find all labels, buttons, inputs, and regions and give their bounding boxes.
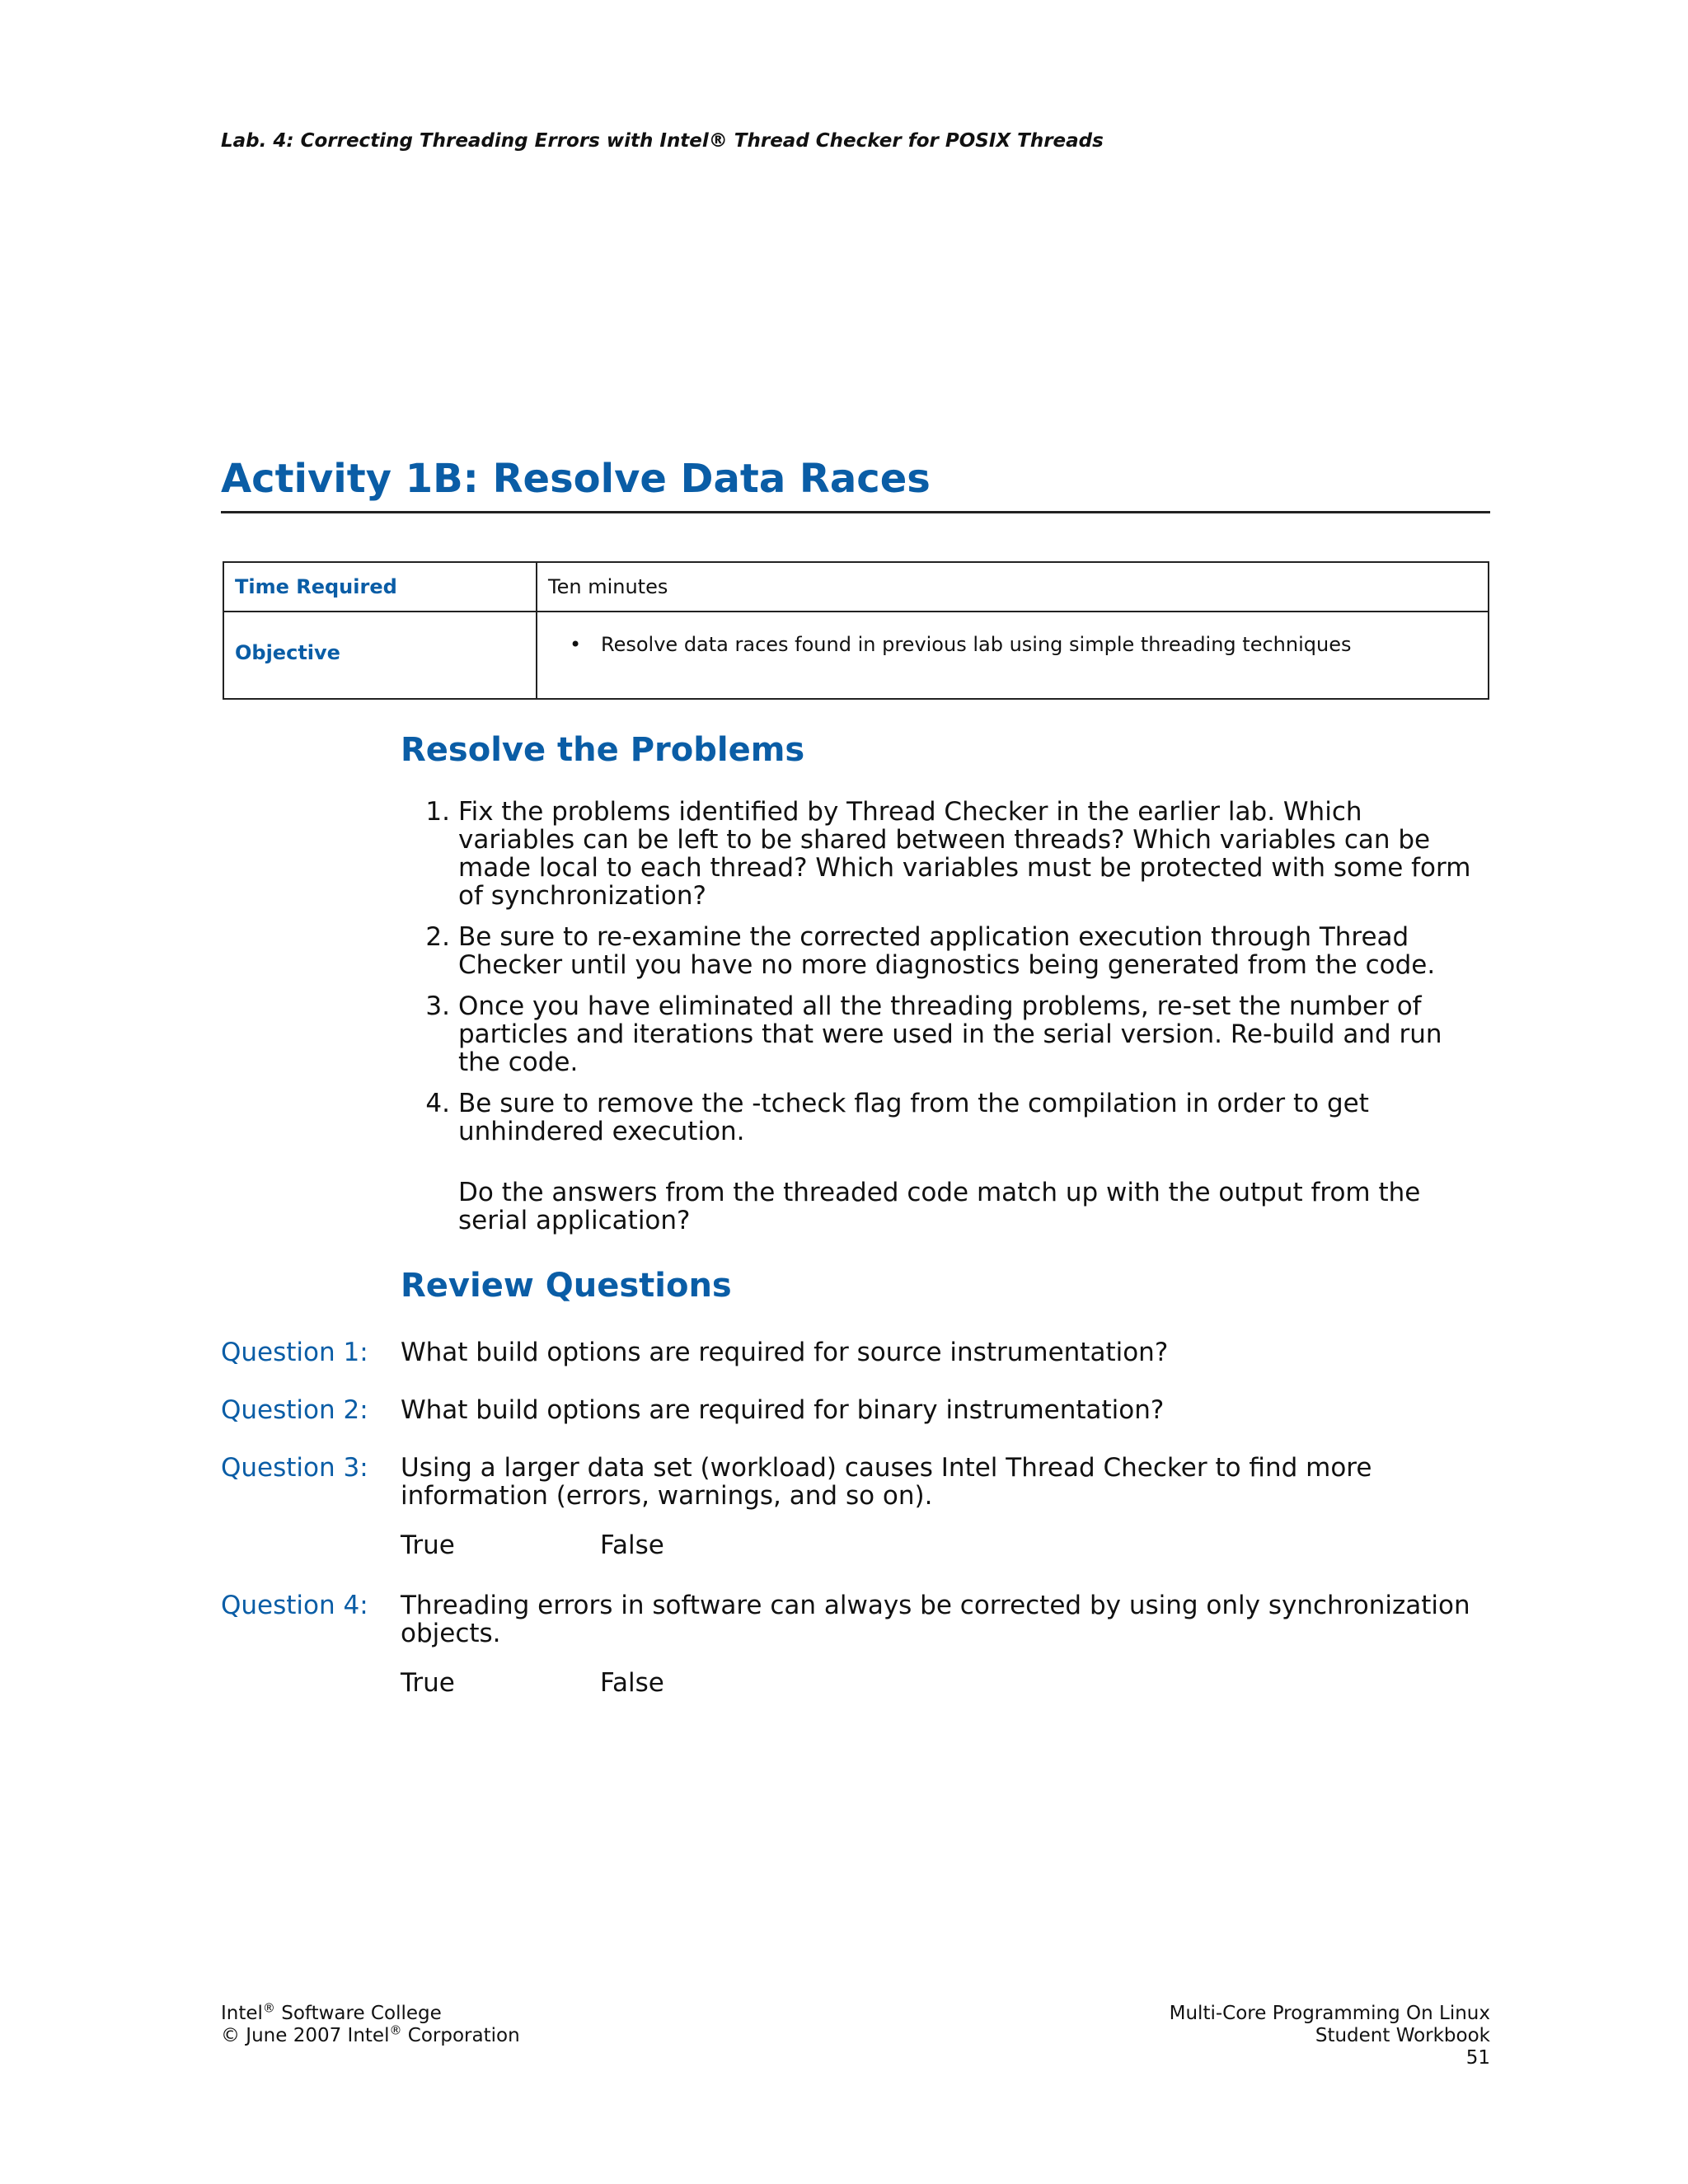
- time-required-label: Time Required: [235, 575, 397, 598]
- objective-value-cell: [537, 612, 1489, 699]
- step-note: [401, 1179, 1497, 1235]
- bullet-icon: •: [570, 633, 582, 656]
- question-2: [221, 1396, 1507, 1424]
- title-divider: [221, 511, 1490, 513]
- question-label: Question 3:: [221, 1453, 368, 1483]
- list-item: [401, 923, 1497, 979]
- objective-label-cell: [223, 612, 537, 699]
- step-note-text: Do the answers from the threaded code match up with the output from the serial application?: [458, 1178, 1421, 1235]
- step-number: 2.: [425, 922, 450, 952]
- question-3: [221, 1454, 1507, 1559]
- question-text: What build options are required for source instrumentation?: [401, 1338, 1169, 1367]
- footer-college: Intel® Software College: [221, 2000, 442, 2024]
- time-required-value: Ten minutes: [548, 575, 668, 598]
- question-label: Question 2:: [221, 1395, 368, 1425]
- objective-item-text: Resolve data races found in previous lab using simple threading techniques: [601, 633, 1352, 656]
- objective-row: [223, 612, 1489, 699]
- footer-left: [221, 2000, 520, 2047]
- time-required-label-cell: [223, 562, 537, 612]
- list-item: [401, 1090, 1497, 1146]
- question-text: Threading errors in software can always be corrected by using only synchronization objects.: [401, 1591, 1470, 1648]
- activity-info-table: [223, 561, 1489, 700]
- step-text: Be sure to re-examine the corrected application execution through Thread Checker until you have no more diagnostics being generated from the code.: [458, 922, 1436, 980]
- footer-right: [1170, 2003, 1490, 2069]
- question-text: What build options are required for binary instrumentation?: [401, 1395, 1165, 1425]
- review-heading: Review Questions: [401, 1267, 732, 1305]
- objective-label: Objective: [235, 641, 340, 664]
- step-text: Be sure to remove the -tcheck flag from the compilation in order to get unhindered execution.: [458, 1089, 1369, 1146]
- false-option: False: [600, 1668, 664, 1698]
- question-4: [221, 1591, 1507, 1697]
- step-number: 3.: [425, 991, 450, 1021]
- time-required-row: [223, 562, 1489, 612]
- page-number: 51: [1465, 2047, 1490, 2069]
- page-title: Activity 1B: Resolve Data Races: [221, 456, 931, 502]
- question-text: Using a larger data set (workload) causes Intel Thread Checker to find more information (errors, warnings, and so on).: [401, 1453, 1372, 1511]
- list-item: [401, 992, 1497, 1076]
- false-option: False: [600, 1530, 664, 1560]
- footer-workbook: Student Workbook: [1315, 2025, 1490, 2046]
- running-header: Lab. 4: Correcting Threading Errors with Intel® Thread Checker for POSIX Threads: [221, 130, 1104, 152]
- question-label: Question 4:: [221, 1591, 368, 1620]
- resolve-heading: Resolve the Problems: [401, 731, 805, 769]
- true-option: True: [401, 1668, 455, 1698]
- step-number: 1.: [425, 797, 450, 827]
- objective-item: [538, 613, 1487, 656]
- question-1: [221, 1338, 1507, 1366]
- question-label: Question 1:: [221, 1338, 368, 1367]
- list-item: [401, 798, 1497, 910]
- time-required-value-cell: [537, 562, 1489, 612]
- footer-course-title: Multi-Core Programming On Linux: [1169, 2003, 1490, 2024]
- true-option: True: [401, 1530, 455, 1560]
- true-false-options: [221, 1531, 1507, 1559]
- step-text: Fix the problems identified by Thread Checker in the earlier lab. Which variables can be left to be shared between threads? Which variables can be made local to each thread? Which variables must be protected with some form of synchronization?: [458, 797, 1471, 911]
- resolve-steps-list: [401, 798, 1497, 1235]
- step-number: 4.: [425, 1089, 450, 1118]
- step-text: Once you have eliminated all the threading problems, re-set the number of particles and iterations that were used in the serial version. Re-build and run the code.: [458, 991, 1442, 1077]
- true-false-options: [221, 1669, 1507, 1697]
- footer-copyright: © June 2007 Intel® Corporation: [221, 2022, 520, 2046]
